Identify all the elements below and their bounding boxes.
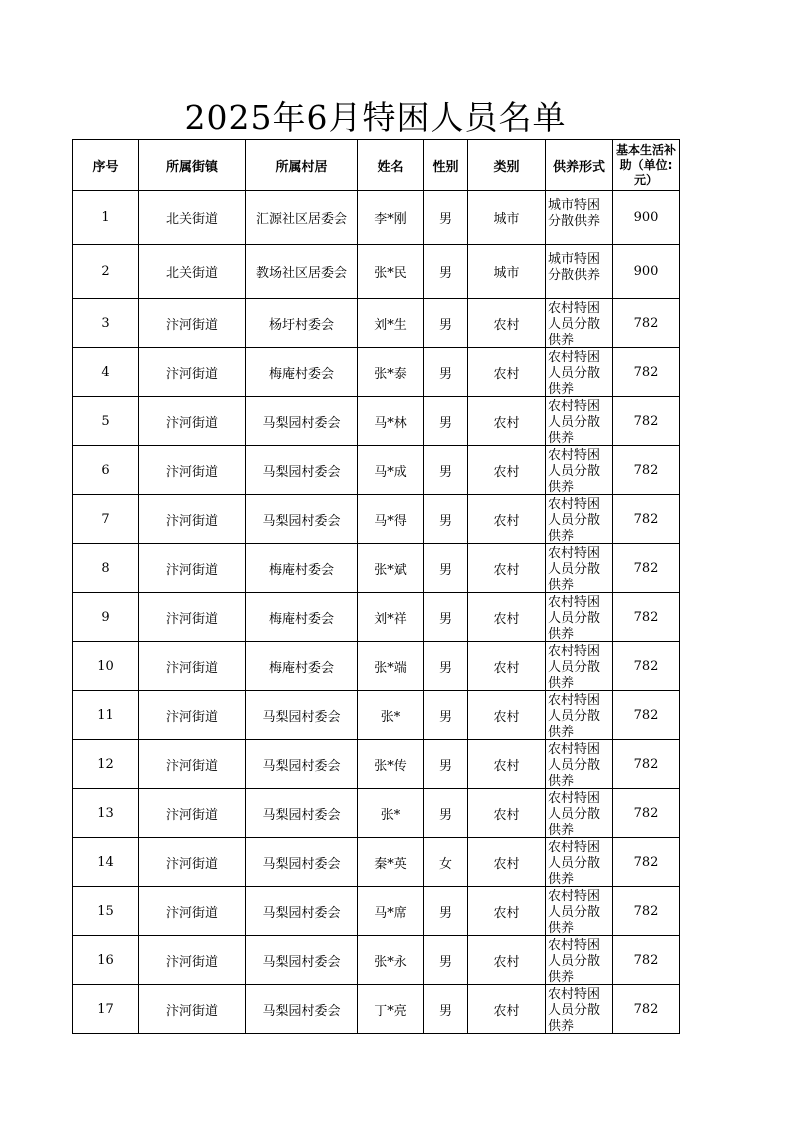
cell-name: 刘*祥	[358, 593, 424, 642]
cell-gender: 男	[424, 691, 468, 740]
cell-seq: 5	[73, 397, 139, 446]
header-support-form: 供养形式	[546, 140, 613, 191]
cell-gender: 男	[424, 936, 468, 985]
cell-seq: 12	[73, 740, 139, 789]
cell-subsidy: 782	[613, 348, 680, 397]
cell-subsidy: 782	[613, 642, 680, 691]
cell-name: 马*席	[358, 887, 424, 936]
cell-subsidy: 900	[613, 245, 680, 299]
cell-name: 张*斌	[358, 544, 424, 593]
header-subsidy: 基本生活补助（单位:元）	[613, 140, 680, 191]
cell-street: 汴河街道	[139, 348, 246, 397]
support-form-text: 农村特困人员分散供养	[548, 693, 601, 739]
header-village: 所属村居	[246, 140, 358, 191]
support-form-text: 城市特困分散供养	[548, 252, 601, 283]
table-row	[73, 691, 680, 740]
cell-category: 农村	[468, 838, 546, 887]
cell-subsidy: 782	[613, 495, 680, 544]
table-row	[73, 936, 680, 985]
cell-subsidy: 782	[613, 544, 680, 593]
cell-name: 张*传	[358, 740, 424, 789]
cell-village: 教场社区居委会	[246, 245, 358, 299]
cell-support-form	[546, 191, 613, 245]
header-street: 所属街镇	[139, 140, 246, 191]
cell-name: 马*得	[358, 495, 424, 544]
table-row	[73, 838, 680, 887]
cell-category: 农村	[468, 397, 546, 446]
cell-support-form	[546, 887, 613, 936]
cell-street: 汴河街道	[139, 985, 246, 1034]
cell-subsidy: 782	[613, 593, 680, 642]
cell-street: 汴河街道	[139, 642, 246, 691]
cell-seq: 14	[73, 838, 139, 887]
cell-seq: 13	[73, 789, 139, 838]
header-name: 姓名	[358, 140, 424, 191]
cell-gender: 男	[424, 397, 468, 446]
cell-name: 李*刚	[358, 191, 424, 245]
cell-category: 农村	[468, 985, 546, 1034]
cell-name: 丁*亮	[358, 985, 424, 1034]
cell-street: 汴河街道	[139, 446, 246, 495]
support-form-text: 农村特困人员分散供养	[548, 742, 601, 788]
header-seq: 序号	[73, 140, 139, 191]
cell-seq: 2	[73, 245, 139, 299]
cell-support-form	[546, 299, 613, 348]
cell-support-form	[546, 446, 613, 495]
cell-village: 梅庵村委会	[246, 642, 358, 691]
cell-gender: 男	[424, 740, 468, 789]
cell-support-form	[546, 789, 613, 838]
cell-gender: 男	[424, 348, 468, 397]
cell-subsidy: 782	[613, 740, 680, 789]
cell-name: 张*	[358, 691, 424, 740]
table-row	[73, 446, 680, 495]
support-form-text: 农村特困人员分散供养	[548, 938, 601, 984]
cell-village: 梅庵村委会	[246, 544, 358, 593]
cell-street: 汴河街道	[139, 544, 246, 593]
cell-support-form	[546, 838, 613, 887]
cell-street: 汴河街道	[139, 691, 246, 740]
cell-seq: 10	[73, 642, 139, 691]
cell-gender: 男	[424, 887, 468, 936]
cell-gender: 男	[424, 985, 468, 1034]
cell-category: 农村	[468, 887, 546, 936]
cell-subsidy: 782	[613, 299, 680, 348]
table-row	[73, 495, 680, 544]
cell-street: 汴河街道	[139, 299, 246, 348]
table-row	[73, 887, 680, 936]
cell-gender: 男	[424, 593, 468, 642]
cell-name: 张*端	[358, 642, 424, 691]
cell-support-form	[546, 245, 613, 299]
cell-street: 汴河街道	[139, 740, 246, 789]
cell-village: 马梨园村委会	[246, 740, 358, 789]
cell-street: 汴河街道	[139, 887, 246, 936]
cell-support-form	[546, 348, 613, 397]
cell-category: 农村	[468, 544, 546, 593]
cell-category: 农村	[468, 299, 546, 348]
cell-seq: 17	[73, 985, 139, 1034]
table-row	[73, 245, 680, 299]
cell-seq: 15	[73, 887, 139, 936]
cell-village: 马梨园村委会	[246, 397, 358, 446]
support-form-text: 农村特困人员分散供养	[548, 595, 601, 641]
cell-category: 农村	[468, 691, 546, 740]
header-row	[73, 140, 680, 191]
cell-subsidy: 782	[613, 691, 680, 740]
cell-subsidy: 782	[613, 936, 680, 985]
cell-support-form	[546, 985, 613, 1034]
roster-table	[72, 139, 680, 1034]
table-row	[73, 985, 680, 1034]
cell-seq: 6	[73, 446, 139, 495]
cell-category: 农村	[468, 740, 546, 789]
cell-category: 农村	[468, 642, 546, 691]
cell-category: 农村	[468, 936, 546, 985]
table-row	[73, 593, 680, 642]
cell-subsidy: 782	[613, 397, 680, 446]
cell-village: 杨圩村委会	[246, 299, 358, 348]
table-row	[73, 544, 680, 593]
cell-support-form	[546, 397, 613, 446]
cell-village: 梅庵村委会	[246, 593, 358, 642]
cell-support-form	[546, 740, 613, 789]
cell-gender: 女	[424, 838, 468, 887]
cell-support-form	[546, 544, 613, 593]
cell-village: 马梨园村委会	[246, 936, 358, 985]
cell-subsidy: 782	[613, 789, 680, 838]
support-form-text: 农村特困人员分散供养	[548, 497, 601, 543]
document-title: 2025年6月特困人员名单	[184, 98, 567, 137]
cell-subsidy: 900	[613, 191, 680, 245]
cell-street: 北关街道	[139, 191, 246, 245]
cell-category: 农村	[468, 446, 546, 495]
cell-seq: 11	[73, 691, 139, 740]
support-form-text: 农村特困人员分散供养	[548, 791, 601, 837]
support-form-text: 农村特困人员分散供养	[548, 399, 601, 445]
table-row	[73, 642, 680, 691]
cell-street: 汴河街道	[139, 789, 246, 838]
cell-subsidy: 782	[613, 838, 680, 887]
table-row	[73, 191, 680, 245]
cell-village: 马梨园村委会	[246, 838, 358, 887]
cell-name: 秦*英	[358, 838, 424, 887]
cell-gender: 男	[424, 642, 468, 691]
table-row	[73, 397, 680, 446]
support-form-text: 农村特困人员分散供养	[548, 448, 601, 494]
cell-category: 农村	[468, 789, 546, 838]
support-form-text: 农村特困人员分散供养	[548, 889, 601, 935]
cell-category: 城市	[468, 191, 546, 245]
cell-subsidy: 782	[613, 446, 680, 495]
cell-seq: 7	[73, 495, 139, 544]
cell-gender: 男	[424, 789, 468, 838]
cell-village: 马梨园村委会	[246, 495, 358, 544]
cell-street: 汴河街道	[139, 936, 246, 985]
cell-name: 刘*生	[358, 299, 424, 348]
cell-gender: 男	[424, 495, 468, 544]
cell-gender: 男	[424, 245, 468, 299]
cell-village: 马梨园村委会	[246, 887, 358, 936]
support-form-text: 农村特困人员分散供养	[548, 546, 601, 592]
cell-support-form	[546, 936, 613, 985]
cell-subsidy: 782	[613, 887, 680, 936]
cell-gender: 男	[424, 446, 468, 495]
cell-street: 北关街道	[139, 245, 246, 299]
cell-village: 梅庵村委会	[246, 348, 358, 397]
cell-support-form	[546, 593, 613, 642]
table-row	[73, 348, 680, 397]
cell-support-form	[546, 642, 613, 691]
support-form-text: 城市特困分散供养	[548, 198, 601, 229]
cell-gender: 男	[424, 544, 468, 593]
cell-name: 张*泰	[358, 348, 424, 397]
cell-village: 马梨园村委会	[246, 789, 358, 838]
support-form-text: 农村特困人员分散供养	[548, 987, 601, 1033]
table-row	[73, 299, 680, 348]
cell-category: 农村	[468, 593, 546, 642]
table-row	[73, 740, 680, 789]
cell-category: 农村	[468, 495, 546, 544]
cell-seq: 9	[73, 593, 139, 642]
cell-seq: 16	[73, 936, 139, 985]
cell-support-form	[546, 495, 613, 544]
cell-seq: 3	[73, 299, 139, 348]
cell-category: 城市	[468, 245, 546, 299]
cell-support-form	[546, 691, 613, 740]
cell-gender: 男	[424, 299, 468, 348]
cell-street: 汴河街道	[139, 397, 246, 446]
header-gender: 性别	[424, 140, 468, 191]
cell-seq: 8	[73, 544, 139, 593]
cell-subsidy: 782	[613, 985, 680, 1034]
support-form-text: 农村特困人员分散供养	[548, 350, 601, 396]
cell-name: 张*民	[358, 245, 424, 299]
cell-name: 马*林	[358, 397, 424, 446]
cell-name: 马*成	[358, 446, 424, 495]
cell-gender: 男	[424, 191, 468, 245]
header-category: 类别	[468, 140, 546, 191]
cell-category: 农村	[468, 348, 546, 397]
support-form-text: 农村特困人员分散供养	[548, 301, 601, 347]
cell-village: 汇源社区居委会	[246, 191, 358, 245]
cell-village: 马梨园村委会	[246, 446, 358, 495]
table-body	[73, 191, 680, 1034]
cell-name: 张*	[358, 789, 424, 838]
cell-seq: 4	[73, 348, 139, 397]
support-form-text: 农村特困人员分散供养	[548, 840, 601, 886]
cell-village: 马梨园村委会	[246, 985, 358, 1034]
cell-street: 汴河街道	[139, 495, 246, 544]
cell-name: 张*永	[358, 936, 424, 985]
table-row	[73, 789, 680, 838]
cell-village: 马梨园村委会	[246, 691, 358, 740]
cell-street: 汴河街道	[139, 593, 246, 642]
cell-street: 汴河街道	[139, 838, 246, 887]
support-form-text: 农村特困人员分散供养	[548, 644, 601, 690]
cell-seq: 1	[73, 191, 139, 245]
